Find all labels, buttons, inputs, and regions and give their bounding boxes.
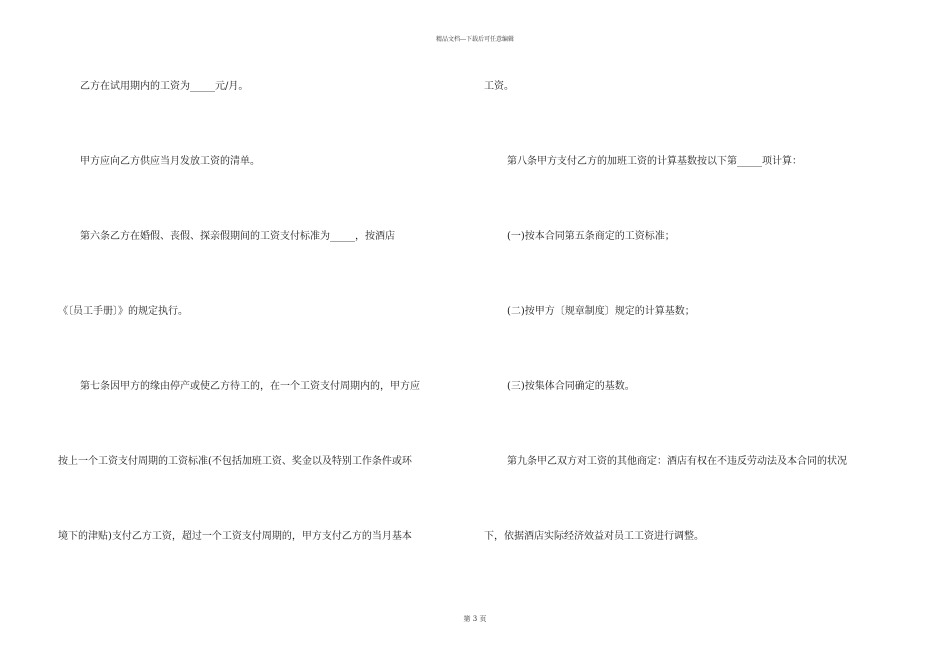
left-line-7: 境下的津贴)支付乙方工资，超过一个工资支付周期的，甲方支付乙方的当月基本 <box>58 531 412 542</box>
left-line-1: 乙方在试用期内的工资为_____元/月。 <box>80 81 249 92</box>
right-line-6: 第九条甲乙双方对工资的其他商定：酒店有权在不违反劳动法及本合同的状况 <box>507 456 847 467</box>
left-line-5: 第七条因甲方的缘由停产或使乙方待工的，在一个工资支付周期内的，甲方应 <box>80 381 420 392</box>
left-line-6: 按上一个工资支付周期的工资标准(不包括加班工资、奖金以及特别工作条件或环 <box>58 456 412 467</box>
right-line-4: (二)按甲方〔规章制度〕规定的计算基数； <box>507 306 695 317</box>
page-number: 第 3 页 <box>463 615 487 623</box>
right-line-5: (三)按集体合同确定的基数。 <box>507 381 635 392</box>
right-line-1: 工资。 <box>484 81 514 92</box>
left-line-4: 《〔员工手册〕》的规定执行。 <box>58 306 188 317</box>
right-line-2: 第八条甲方支付乙方的加班工资的计算基数按以下第_____项计算： <box>507 156 802 167</box>
left-line-2: 甲方应向乙方供应当月发放工资的清单。 <box>80 156 260 167</box>
right-line-3: (一)按本合同第五条商定的工资标准； <box>507 231 675 242</box>
right-line-7: 下，依据酒店实际经济效益对员工工资进行调整。 <box>484 531 704 542</box>
page-header: 精品文档---下载后可任意编辑 <box>435 36 515 43</box>
left-line-3: 第六条乙方在婚假、丧假、探亲假期间的工资支付标准为_____，按酒店 <box>80 231 395 242</box>
